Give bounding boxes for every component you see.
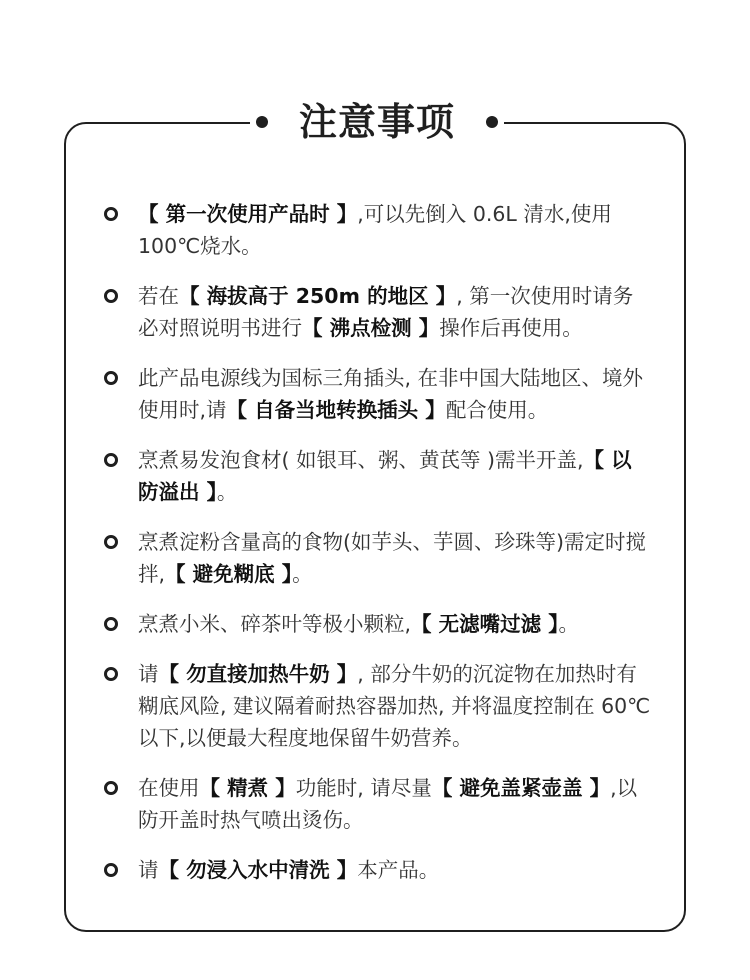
emphasis-text: 【 精煮 】 bbox=[199, 776, 296, 800]
emphasis-text: 【 自备当地转换插头 】 bbox=[226, 398, 446, 422]
item-text: 若在 bbox=[138, 284, 179, 308]
bullet-circle-icon bbox=[104, 453, 118, 467]
bullet-circle-icon bbox=[104, 781, 118, 795]
item-text: 。 bbox=[216, 480, 238, 504]
list-item bbox=[104, 608, 652, 640]
notice-list bbox=[104, 198, 652, 904]
item-text: ,可以先倒入 0.6L 清水,使用100℃烧水。 bbox=[138, 202, 612, 258]
list-item bbox=[104, 854, 652, 886]
bullet-circle-icon bbox=[104, 863, 118, 877]
emphasis-text: 【 避免盖紧壶盖 】 bbox=[431, 776, 611, 800]
item-text: 操作后再使用。 bbox=[439, 316, 583, 340]
page-title: 注意事项 bbox=[298, 100, 455, 144]
bullet-circle-icon bbox=[104, 535, 118, 549]
list-item bbox=[104, 444, 652, 508]
item-text: 此产品电源线为国标三角插头, 在非中国大陆地区、境外使用时,请 bbox=[138, 366, 644, 422]
item-text: 烹煮小米、碎茶叶等极小颗粒, bbox=[138, 612, 412, 636]
title-bar bbox=[250, 94, 504, 152]
item-text: , 第一次使用时请务必对照说明书进行 bbox=[138, 284, 634, 340]
emphasis-text: 【 海拔高于 250m 的地区 】 bbox=[179, 284, 457, 308]
bullet-circle-icon bbox=[104, 207, 118, 221]
list-item bbox=[104, 198, 652, 262]
emphasis-text: 【 勿直接加热牛奶 】 bbox=[158, 662, 358, 686]
item-text: 。 bbox=[292, 562, 313, 586]
item-text: ,以防开盖时热气喷出烫伤。 bbox=[138, 776, 638, 832]
item-text: 请 bbox=[138, 662, 159, 686]
list-item bbox=[104, 658, 652, 754]
item-text: , 部分牛奶的沉淀物在加热时有糊底风险, 建议隔着耐热容器加热, 并将温度控制在 60℃以下,以便最大程度地保留牛奶营养。 bbox=[138, 662, 651, 750]
emphasis-text: 【 勿浸入水中清洗 】 bbox=[158, 858, 358, 882]
list-item bbox=[104, 362, 652, 426]
bullet-circle-icon bbox=[104, 371, 118, 385]
item-text: 烹煮淀粉含量高的食物(如芋头、芋圆、珍珠等)需定时搅拌, bbox=[138, 530, 646, 586]
item-text: 请 bbox=[138, 858, 159, 882]
item-text: 烹煮易发泡食材( 如银耳、粥、黄芪等 )需半开盖, bbox=[138, 448, 584, 472]
emphasis-text: 【 无滤嘴过滤 】 bbox=[411, 612, 559, 636]
item-text: 。 bbox=[558, 612, 580, 636]
bullet-circle-icon bbox=[104, 667, 118, 681]
emphasis-text: 【 第一次使用产品时 】 bbox=[138, 202, 358, 226]
item-text: 配合使用。 bbox=[445, 398, 549, 422]
item-text: 在使用 bbox=[138, 776, 200, 800]
emphasis-text: 【 沸点检测 】 bbox=[302, 316, 440, 340]
list-item bbox=[104, 526, 652, 590]
emphasis-text: 【 避免糊底 】 bbox=[165, 562, 293, 586]
bullet-circle-icon bbox=[104, 289, 118, 303]
bullet-circle-icon bbox=[104, 617, 118, 631]
list-item bbox=[104, 280, 652, 344]
item-text: 功能时, 请尽量 bbox=[295, 776, 432, 800]
list-item bbox=[104, 772, 652, 836]
item-text: 本产品。 bbox=[357, 858, 440, 882]
emphasis-text: 【 以防溢出 】 bbox=[138, 448, 632, 504]
title-dot-right bbox=[486, 116, 498, 128]
